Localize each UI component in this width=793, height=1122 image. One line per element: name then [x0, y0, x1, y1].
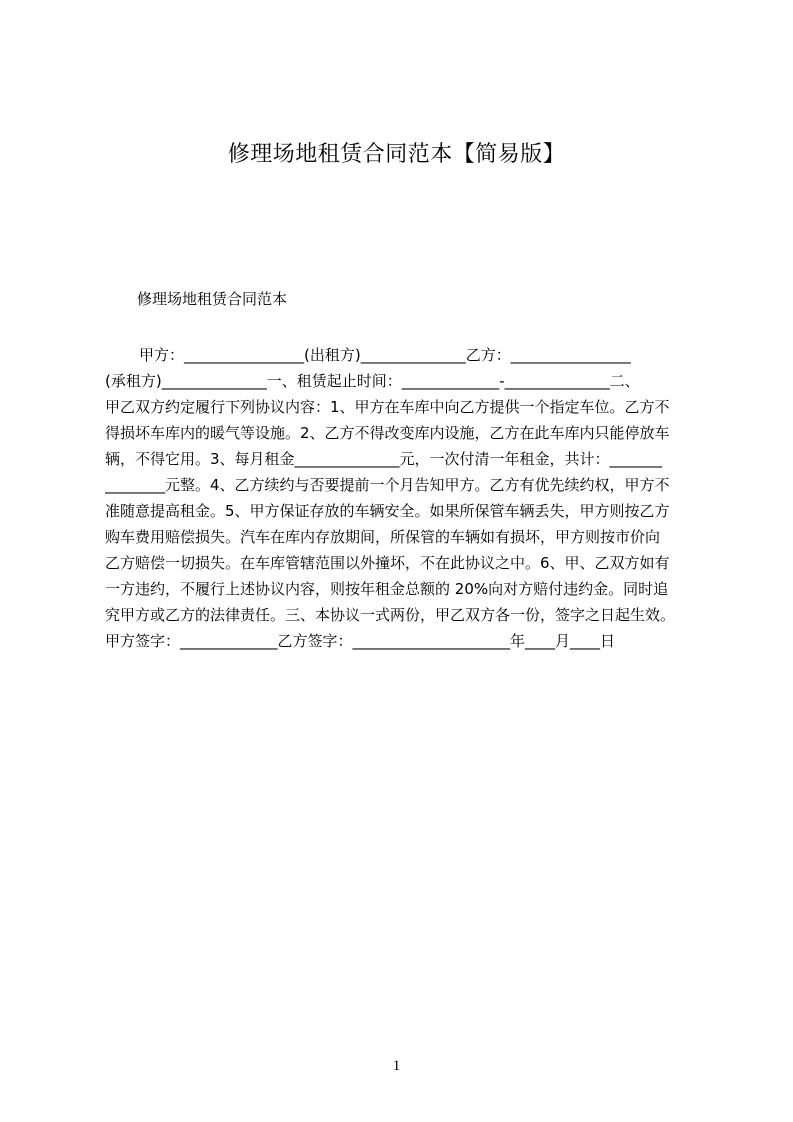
contract-line-signatures: 甲方签字：_____________乙方签字：_____________________年____月____日 — [105, 632, 616, 650]
contract-line: 得损坏车库内的暖气等设施。2、乙方不得改变库内设施，乙方在此车库内只能停放车 — [105, 424, 670, 442]
contract-line: 准随意提高租金。5、甲方保证存放的车辆安全。如果所保管车辆丢失，甲方则按乙方 — [105, 502, 670, 520]
contract-line: ________元整。4、乙方续约与否要提前一个月告知甲方。乙方有优先续约权，甲方不 — [105, 476, 670, 494]
document-subtitle: 修理场地租赁合同范本 — [137, 290, 288, 308]
contract-body — [0, 340, 793, 670]
page-number: 1 — [392, 1058, 401, 1074]
contract-line: 甲乙双方约定履行下列协议内容：1、甲方在车库中向乙方提供一个指定车位。乙方不 — [105, 398, 670, 416]
contract-line: 究甲方或乙方的法律责任。三、本协议一式两份，甲乙双方各一份，签字之日起生效。 — [105, 606, 676, 624]
contract-line: 购车费用赔偿损失。汽车在库内存放期间，所保管的车辆如有损坏，甲方则按市价向 — [105, 528, 661, 546]
contract-line-parties: 甲方：________________(出租方)______________乙方：________________ — [139, 346, 631, 364]
contract-line: 一方违约，不履行上述协议内容，则按年租金总额的 20%向对方赔付违约金。同时追 — [105, 580, 669, 598]
document-title: 修理场地租赁合同范本【简易版】 — [227, 142, 566, 167]
contract-line: 乙方赔偿一切损失。在车库管辖范围以外撞坏，不在此协议之中。6、甲、乙双方如有 — [105, 554, 670, 572]
contract-line-lease-term: (承租方)______________一、租赁起止时间：_____________-______________二、 — [105, 372, 640, 390]
contract-line: 辆，不得它用。3、每月租金______________元，一次付清一年租金，共计：_______ — [105, 450, 663, 468]
